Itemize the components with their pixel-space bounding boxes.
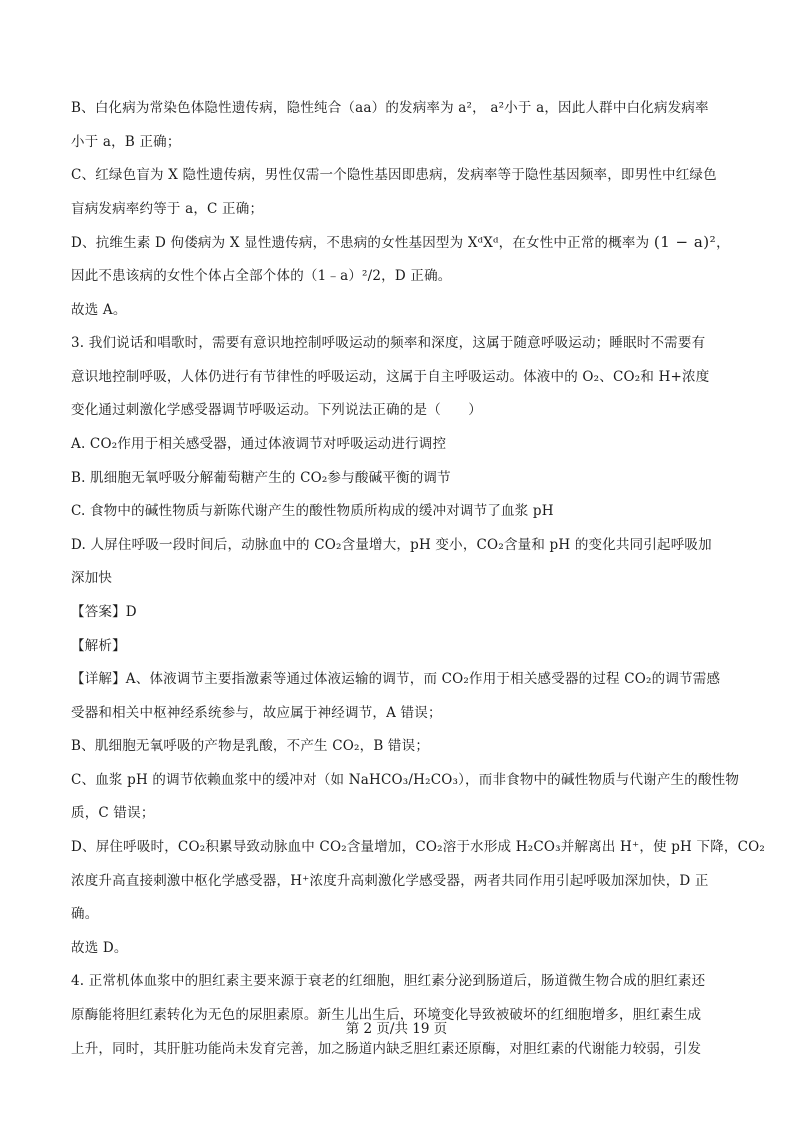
question-line: 变化通过刺激化学感受器调节呼吸运动。下列说法正确的是（ ） [71,402,482,419]
option-d: D. 人屏住呼吸一段时间后，动脉血中的 CO₂含量增大，pH 变小，CO₂含量和 pH 的变化共同引起呼吸加 [71,536,712,553]
option-a: A. CO₂作用于相关感受器，通过体液调节对呼吸运动进行调控 [71,435,447,452]
explanation-line: B、肌细胞无氧呼吸的产物是乳酸，不产生 CO₂，B 错误； [71,738,430,755]
text-segment: D、抗维生素 D 佝偻病为 X 显性遗传病，不患病的女性基因型为 XᵈXᵈ，在女性中正常的概率为 [71,235,650,252]
conclusion-line: 故选 A。 [71,301,127,318]
text-line: 盲病发病率约等于 a，C 正确； [71,200,264,217]
question-line: 上升，同时，其肝脏功能尚未发育完善，加之肠道内缺乏胆红素还原酶，对胆红素的代谢能力较弱，引发 [71,1040,702,1057]
question-line: 4. 正常机体血浆中的胆红素主要来源于衰老的红细胞，胆红素分泌到肠道后，肠道微生物合成的胆红素还 [71,973,706,990]
page-footer: 第 2 页/共 19 页 [345,1021,448,1037]
text-line: 小于 a，B 正确； [71,133,181,150]
explanation-line: 受器和相关中枢神经系统参与，故应属于神经调节，A 错误； [71,704,442,721]
explanation-line: D、屏住呼吸时，CO₂积累导致动脉血中 CO₂含量增加，CO₂溶于水形成 H₂CO₃并解离出 H⁺，使 pH 下降，CO₂ [71,839,766,856]
option-c: C. 食物中的碱性物质与新陈代谢产生的酸性物质所构成的缓冲对调节了血浆 pH [71,503,554,520]
option-b: B. 肌细胞无氧呼吸分解葡萄糖产生的 CO₂参与酸碱平衡的调节 [71,469,451,486]
text-line: 因此不患该病的女性个体占全部个体的（1﹣a）²/2，D 正确。 [71,267,452,284]
text-line-with-formula: D、抗维生素 D 佝偻病为 X 显性遗传病，不患病的女性基因型为 XᵈXᵈ，在女性中正常的概率为 (1 − a)²， [71,233,730,252]
answer-label: 【答案】D [71,603,137,620]
text-line: C、红绿色盲为 X 隐性遗传病，男性仅需一个隐性基因即患病，发病率等于隐性基因频率，即男性中红绿色 [71,167,717,184]
option-d-continued: 深加快 [71,570,113,587]
explanation-line: 确。 [71,906,99,923]
explanation-line: 浓度升高直接刺激中枢化学感受器，H⁺浓度升高刺激化学感受器，两者共同作用引起呼吸加深加快，D 正 [71,872,709,889]
page-content [71,92,766,1066]
text-line: B、白化病为常染色体隐性遗传病，隐性纯合（aa）的发病率为 a²， a²小于 a，因此人群中白化病发病率 [71,100,709,116]
conclusion-line: 故选 D。 [71,939,128,956]
question-line: 3. 我们说话和唱歌时，需要有意识地控制呼吸运动的频率和深度，这属于随意呼吸运动；睡眠时不需要有 [71,335,706,352]
explanation-line: 质，C 错误； [71,805,155,822]
probability-formula: (1 − a)² [653,233,717,252]
explanation-line: 【详解】A、体液调节主要指激素等通过体液运输的调节，而 CO₂作用于相关感受器的过程 CO₂的调节需感 [71,671,721,688]
analysis-label: 【解析】 [71,637,126,654]
question-line: 原酶能将胆红素转化为无色的尿胆素原。新生儿出生后，环境变化导致被破坏的红细胞增多，胆红素生成 [71,1007,702,1024]
explanation-line: C、血浆 pH 的调节依赖血浆中的缓冲对（如 NaHCO₃/H₂CO₃），而非食物中的碱性物质与代谢产生的酸性物 [71,771,740,788]
question-line: 意识地控制呼吸，人体仍进行有节律性的呼吸运动，这属于自主呼吸运动。体液中的 O₂、CO₂和 H+浓度 [71,368,710,385]
